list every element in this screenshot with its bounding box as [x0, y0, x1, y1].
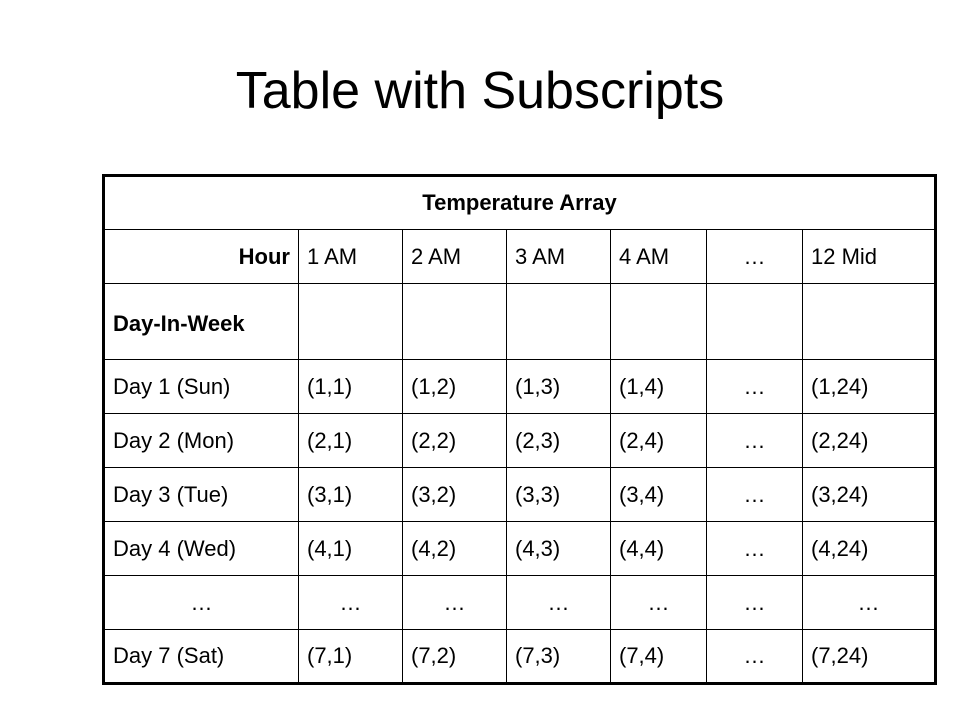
subscript-cell: (3,2): [403, 468, 507, 522]
subscript-cell: …: [707, 468, 803, 522]
page-title: Table with Subscripts: [235, 62, 725, 120]
day-label-cell: Day 4 (Wed): [104, 522, 299, 576]
subscript-cell: (2,24): [803, 414, 936, 468]
subscript-cell: (4,4): [611, 522, 707, 576]
table-row: [104, 576, 936, 630]
subscript-cell: (3,24): [803, 468, 936, 522]
day-label-cell: Day 1 (Sun): [104, 360, 299, 414]
subscript-cell: (1,1): [299, 360, 403, 414]
subscript-cell: …: [611, 576, 707, 630]
subscript-cell: (4,1): [299, 522, 403, 576]
caption-row: [104, 176, 936, 230]
day-label-cell: …: [104, 576, 299, 630]
subscript-cell: (4,24): [803, 522, 936, 576]
empty-cell: [299, 284, 403, 360]
subscript-cell: (3,3): [507, 468, 611, 522]
subscript-cell: (7,4): [611, 630, 707, 684]
subscript-cell: …: [707, 630, 803, 684]
table-row: [104, 414, 936, 468]
hour-header-cell: 4 AM: [611, 230, 707, 284]
hour-header-cell: 3 AM: [507, 230, 611, 284]
subscript-cell: (4,3): [507, 522, 611, 576]
subscript-cell: (7,24): [803, 630, 936, 684]
subscript-cell: …: [507, 576, 611, 630]
day-in-week-header-row: [104, 284, 936, 360]
day-label-cell: Day 2 (Mon): [104, 414, 299, 468]
hour-header-cell: …: [707, 230, 803, 284]
subscript-cell: …: [707, 360, 803, 414]
subscript-cell: (1,24): [803, 360, 936, 414]
subscript-cell: (7,1): [299, 630, 403, 684]
table-row: [104, 468, 936, 522]
subscript-cell: (2,3): [507, 414, 611, 468]
table-row: [104, 522, 936, 576]
subscript-cell: …: [299, 576, 403, 630]
subscript-cell: …: [707, 576, 803, 630]
subscript-cell: (1,4): [611, 360, 707, 414]
table-row: [104, 630, 936, 684]
empty-cell: [707, 284, 803, 360]
table-caption: Temperature Array: [104, 176, 936, 230]
subscript-cell: (1,2): [403, 360, 507, 414]
hour-header-cell: 1 AM: [299, 230, 403, 284]
subscript-cell: (2,4): [611, 414, 707, 468]
hour-header-cell: 12 Mid: [803, 230, 936, 284]
hour-header-cell: 2 AM: [403, 230, 507, 284]
subscript-cell: (7,3): [507, 630, 611, 684]
hour-label: Hour: [104, 230, 299, 284]
subscript-cell: (2,1): [299, 414, 403, 468]
subscript-cell: (7,2): [403, 630, 507, 684]
subscript-cell: (1,3): [507, 360, 611, 414]
subscript-cell: (2,2): [403, 414, 507, 468]
subscript-cell: (4,2): [403, 522, 507, 576]
subscript-cell: (3,4): [611, 468, 707, 522]
subscript-cell: …: [403, 576, 507, 630]
subscript-cell: …: [707, 522, 803, 576]
day-in-week-label: Day-In-Week: [104, 284, 299, 360]
empty-cell: [403, 284, 507, 360]
subscript-cell: …: [707, 414, 803, 468]
temperature-table: [102, 174, 937, 685]
empty-cell: [611, 284, 707, 360]
empty-cell: [507, 284, 611, 360]
table-row: [104, 360, 936, 414]
subscript-cell: …: [803, 576, 936, 630]
day-label-cell: Day 7 (Sat): [104, 630, 299, 684]
hour-header-row: [104, 230, 936, 284]
subscript-cell: (3,1): [299, 468, 403, 522]
empty-cell: [803, 284, 936, 360]
day-label-cell: Day 3 (Tue): [104, 468, 299, 522]
